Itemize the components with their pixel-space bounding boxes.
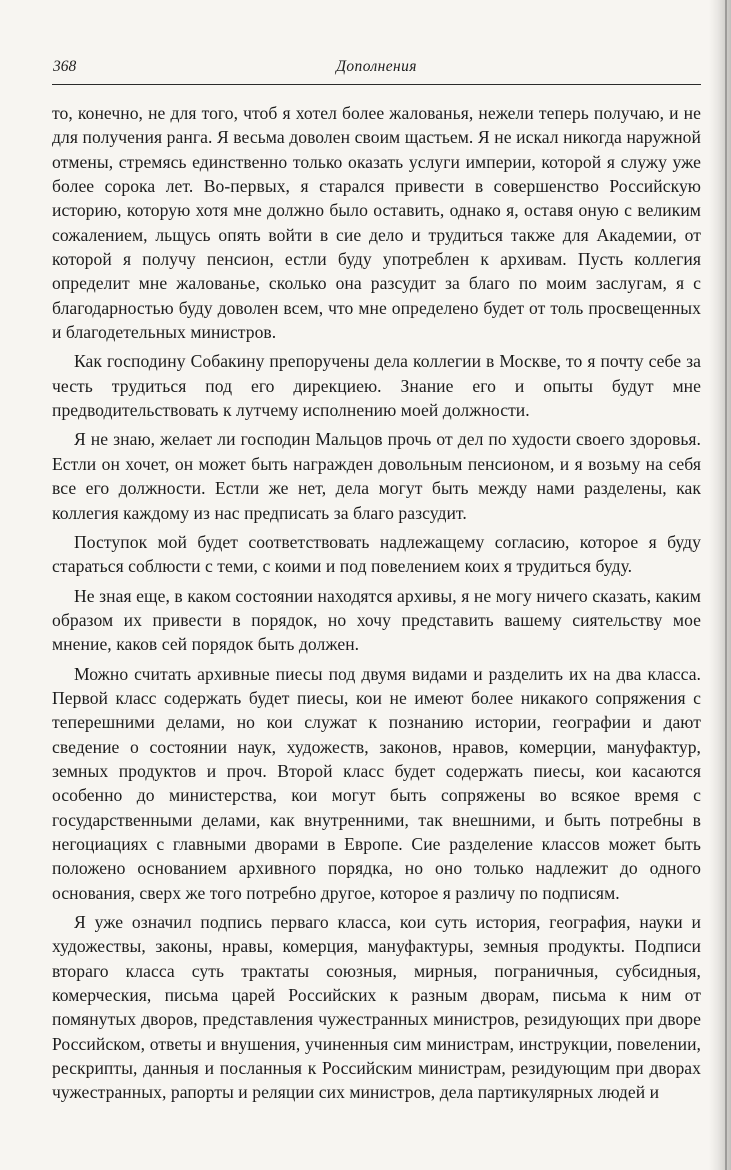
paragraph-5: Не зная еще, в каком состоянии находятся архивы, я не могу ничего сказать, каким образом их привести в порядок, но хочу представить вашему сиятельству мое мнение, каков сей порядок быть должен. bbox=[52, 585, 701, 655]
page-number: 368 bbox=[53, 58, 77, 75]
paragraph-2: Как господину Собакину препоручены дела коллегии в Москве, то я почту себе за честь трудиться под его дирекциею. Знание его и опыты будут мне предводительствовать к лутчему исполнению моей должности. bbox=[52, 351, 701, 421]
scan-page-edge-line bbox=[725, 0, 727, 1170]
body-text bbox=[52, 101, 701, 1105]
paragraph-1: то, конечно, не для того, чтоб я хотел более жалованья, нежели теперь получаю, и не для получения ранга. Я весьма доволен своим щастьем. Я не искал никогда наружной отмены, стремясь единственно только оказать услуги империи, которой я служу уже более сорока лет. Во-первых, я старался привести в совершенство Российскую историю, которую хотя мне должно было оставить, однако я, оставя оную с великим сожалением, льщусь опять войти в сие дело и трудиться также для Академии, от которой я получу пенсион, естли буду употреблен к архивам. Пусть коллегия определит мне жалованье, сколько она разсудит за благо по моим заслугам, я с благодарностью буду доволен всем, что мне определено будет от толь просвещенных и благодетельных министров. bbox=[52, 103, 701, 343]
paragraph-4: Поступок мой будет соответствовать надлежащему согласию, которое я буду стараться соблюсти с теми, с коими и под повелением коих я трудиться буду. bbox=[52, 531, 701, 577]
running-title: Дополнения bbox=[336, 58, 417, 75]
header-rule bbox=[52, 84, 701, 85]
paragraph-7: Я уже означил подпись перваго класса, кои суть история, география, науки и художествы, законы, нравы, комерция, мануфактуры, земныя продукты. Подписи втораго класса суть трактаты союзныя, мирныя, пограничныя, субсидныя, комерческия, письма царей Российских к разным дворам, письма к ним от помянутых дворов, представления чужестранных министров, резидующих при дворе Российском, ответы и внушения, учиненныя сим министрам, инструкции, повелении, рескрипты, данныя и посланныя к Российским министрам, резидующим при дворах чужестранных, рапорты и реляции сих министров, дела партикулярных людей и bbox=[52, 912, 701, 1103]
page-header bbox=[53, 58, 700, 80]
paragraph-6: Можно считать архивные пиесы под двумя видами и разделить их на два класса. Первой класс содержать будет пиесы, кои не имеют более никакого сопряжения с теперешними делами, но кои служат к познанию истории, географии и дают сведение о состоянии наук, художеств, законов, нравов, комерции, мануфактур, земных продуктов и проч. Второй класс будет содержать пиесы, кои касаются особенно до министерства, кои могут быть сопряжены во всякое время с государственными делами, как внутренними, так внешними, и быть потребны в негоциациях с главными дворами в Европе. Сие разделение классов может быть положено основанием архивного порядка, но оно только надлежит до одного основания, сверх же того потребно другое, которое я различу по подписям. bbox=[52, 663, 701, 903]
paragraph-3: Я не знаю, желает ли господин Мальцов прочь от дел по худости своего здоровья. Естли он хочет, он может быть награжден довольным пенсионом, и я возьму на себя все его должности. Естли же нет, дела могут быть между нами разделены, как коллегия каждому из нас предписать за благо разсудит. bbox=[52, 429, 701, 523]
scan-page-edge-shadow bbox=[709, 0, 731, 1170]
